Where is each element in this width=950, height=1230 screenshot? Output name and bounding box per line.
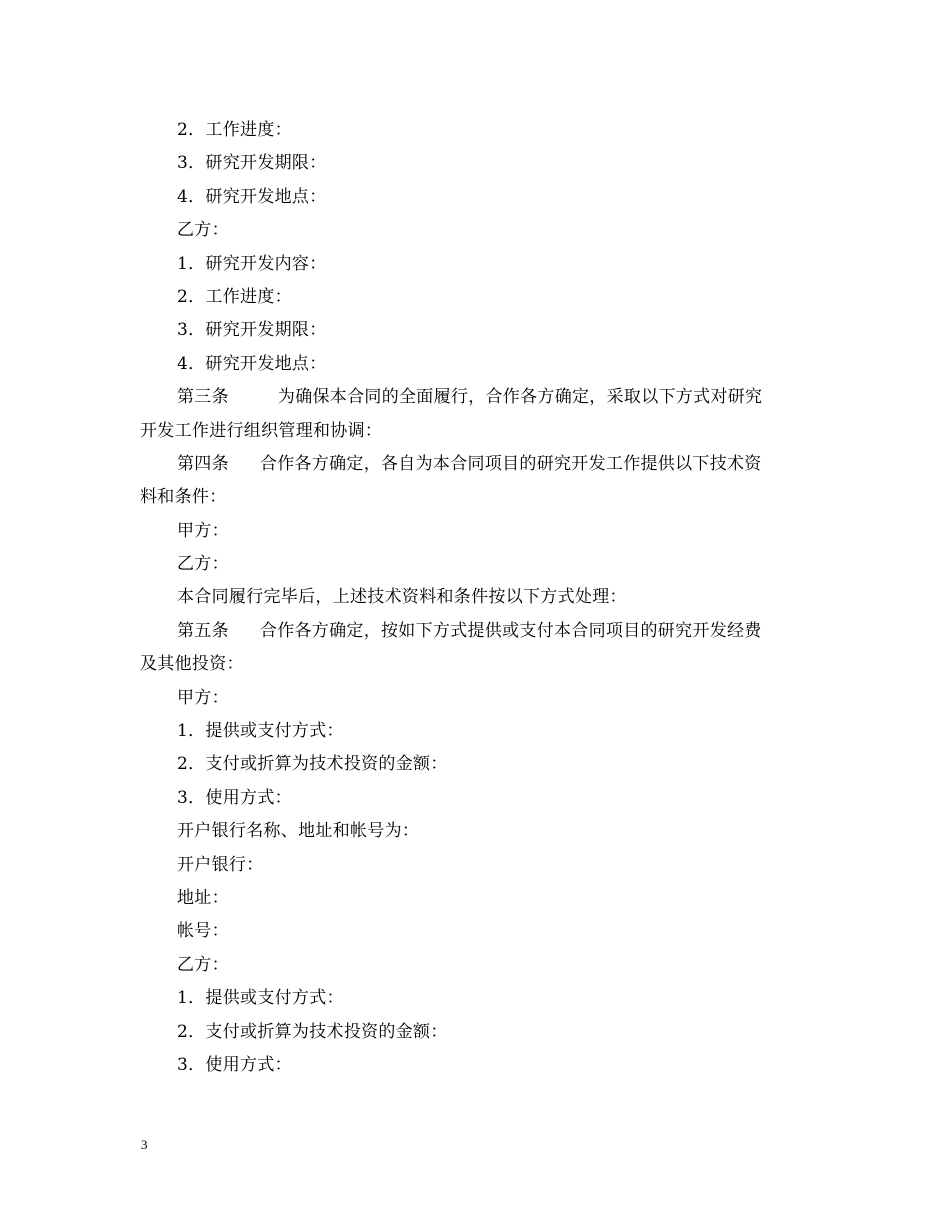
- list-item: 2．支付或折算为技术投资的金额：: [177, 754, 448, 775]
- article-3-text: 为确保本合同的全面履行，合作各方确定，采取以下方式对研究: [277, 387, 763, 408]
- article-4-line-2: 料和条件：: [140, 487, 227, 508]
- list-item: 4．研究开发地点：: [177, 353, 327, 374]
- list-item: 2．支付或折算为技术投资的金额：: [177, 1021, 448, 1042]
- paragraph: 本合同履行完毕后，上述技术资料和条件按以下方式处理：: [177, 587, 627, 608]
- article-4-text: 合作各方确定，各自为本合同项目的研究开发工作提供以下技术资: [259, 453, 762, 474]
- article-4-label: 第四条: [177, 453, 229, 474]
- article-3-line-1: [140, 381, 812, 414]
- list-item: 3．使用方式：: [177, 787, 292, 808]
- article-5-line-1: [140, 615, 812, 648]
- article-5-label: 第五条: [177, 620, 229, 641]
- document-body: [140, 114, 812, 1082]
- list-item: 2．工作进度：: [177, 120, 292, 140]
- bank-field: 地址：: [177, 887, 229, 908]
- bank-info-heading: 开户银行名称、地址和帐号为：: [177, 821, 420, 842]
- article-5-line-2: 及其他投资：: [140, 654, 244, 675]
- list-item: 1．研究开发内容：: [177, 253, 327, 274]
- party-heading: 甲方：: [177, 687, 229, 708]
- list-item: 3．使用方式：: [177, 1054, 292, 1075]
- bank-field: 帐号：: [177, 921, 229, 942]
- page-number: 3: [141, 1137, 148, 1152]
- list-item: 3．研究开发期限：: [177, 153, 327, 174]
- party-heading: 甲方：: [177, 520, 229, 541]
- list-item: 1．提供或支付方式：: [177, 721, 344, 742]
- party-heading: 乙方：: [177, 220, 229, 241]
- article-3-label: 第三条: [177, 387, 229, 408]
- article-4-line-1: [140, 448, 812, 481]
- list-item: 4．研究开发地点：: [177, 186, 327, 207]
- party-heading: 乙方：: [177, 554, 229, 575]
- bank-field: 开户银行：: [177, 854, 264, 875]
- article-3-line-2: 开发工作进行组织管理和协调：: [140, 420, 383, 441]
- list-item: 1．提供或支付方式：: [177, 988, 344, 1009]
- party-heading: 乙方：: [177, 954, 229, 975]
- list-item: 2．工作进度：: [177, 286, 292, 307]
- list-item: 3．研究开发期限：: [177, 320, 327, 341]
- article-5-text: 合作各方确定，按如下方式提供或支付本合同项目的研究开发经费: [259, 620, 762, 641]
